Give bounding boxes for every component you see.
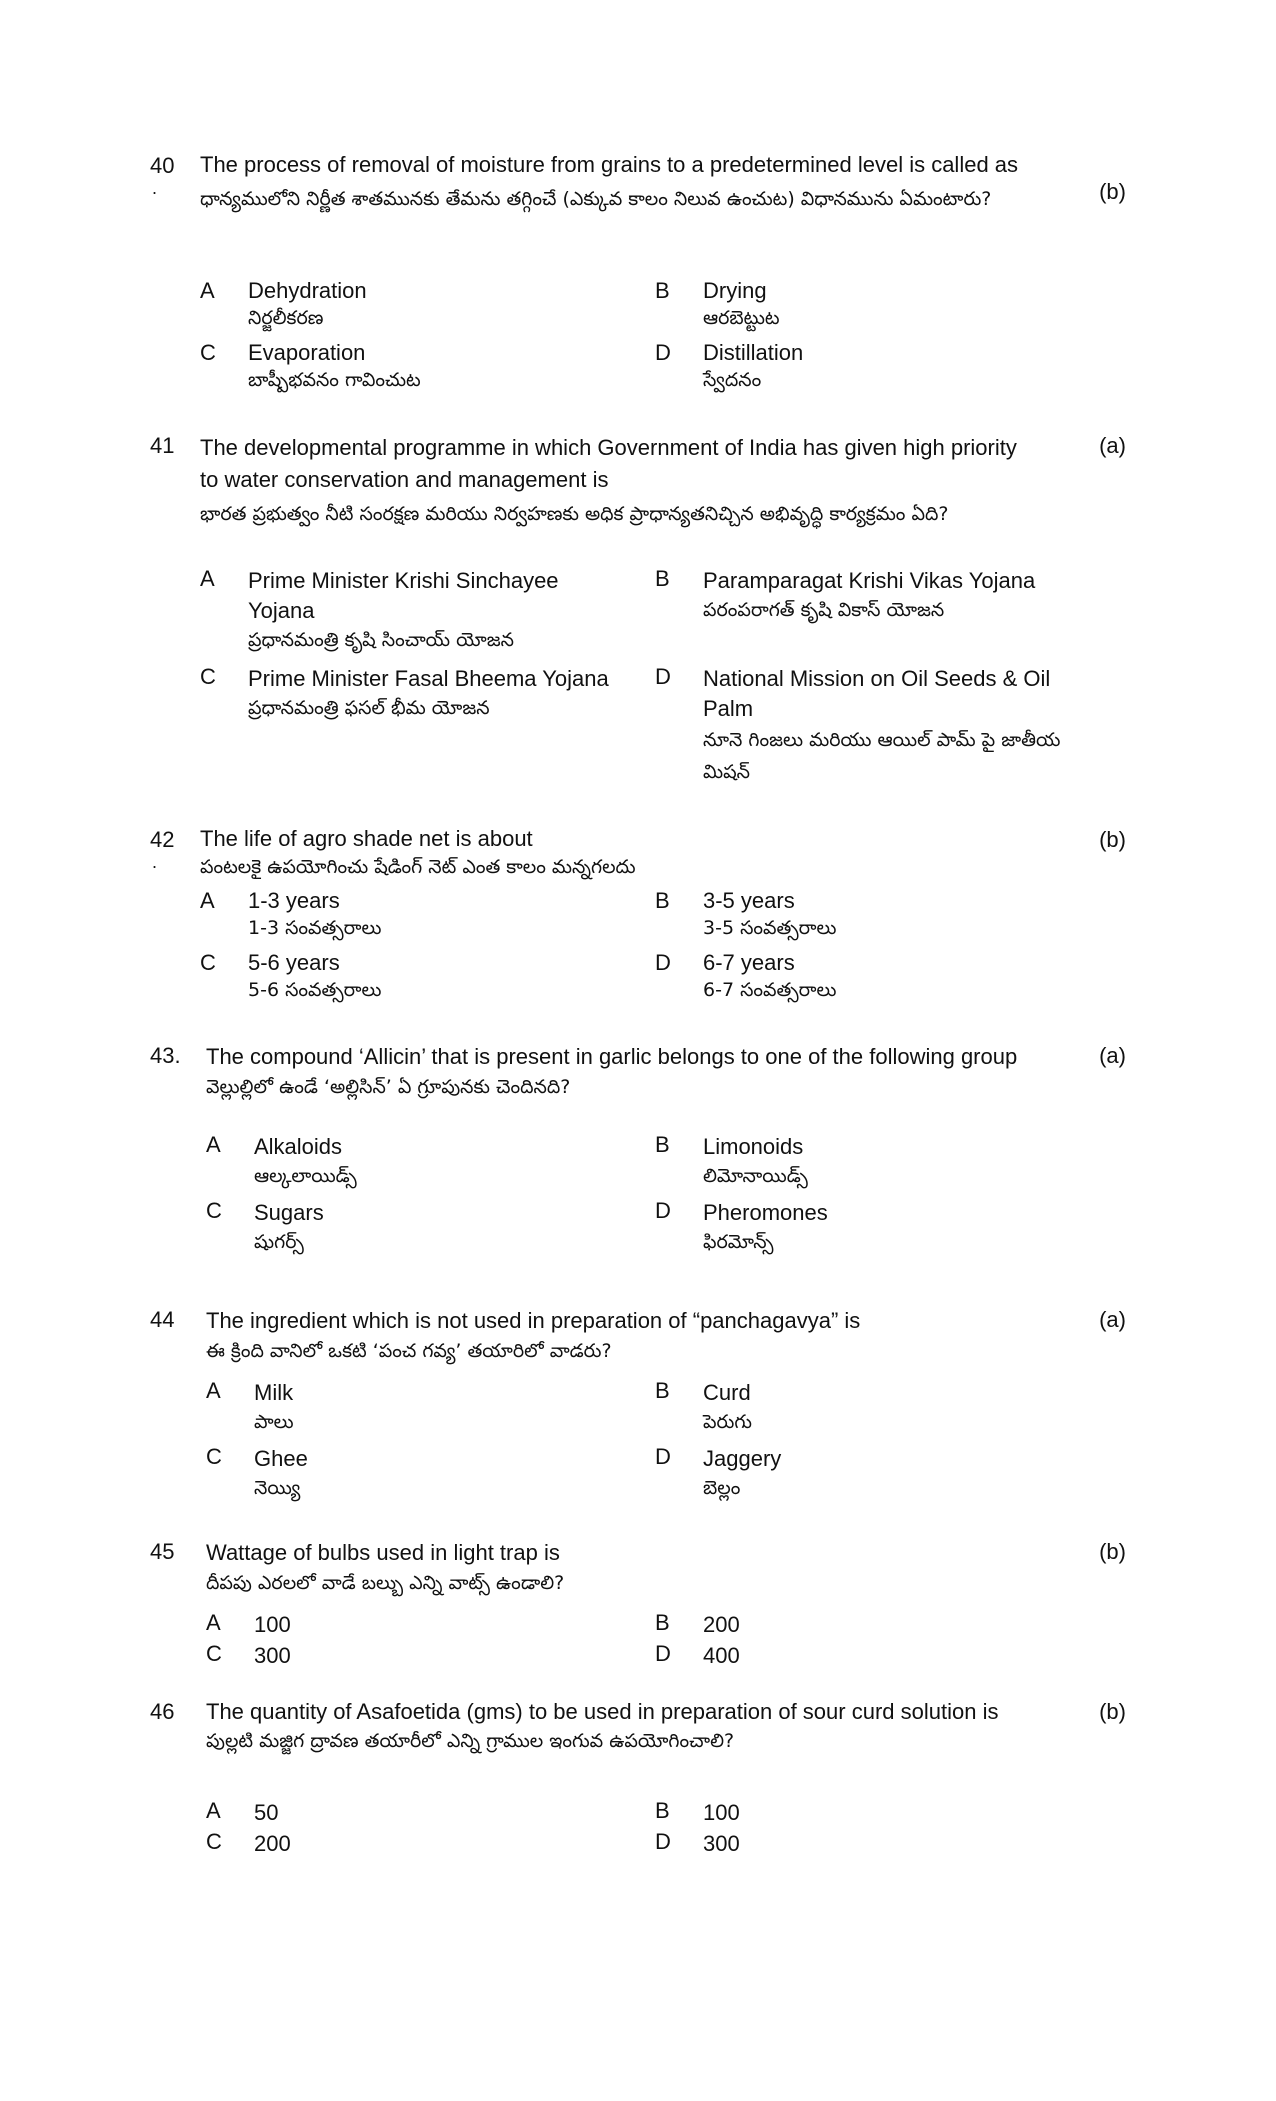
option-text-english: 6-7 years — [703, 950, 795, 975]
option-text-english: Limonoids — [703, 1134, 804, 1159]
answer-key: (a) — [1099, 1307, 1126, 1332]
question-text-english: The developmental programme in which Government of India has given high priority to water conservation and management is — [200, 435, 1017, 492]
option-text — [703, 1610, 1083, 1640]
option-letter: A — [206, 1378, 221, 1403]
option-text-telugu: బెల్లం — [703, 1477, 741, 1499]
option-letter: B — [655, 1132, 670, 1157]
option-letter: A — [200, 888, 215, 913]
option-text-english: Dehydration — [248, 278, 367, 303]
option-text — [254, 1132, 634, 1190]
option-text-english: 300 — [703, 1831, 740, 1856]
option-text — [254, 1641, 634, 1671]
option-text-english: 5-6 years — [248, 950, 340, 975]
answer-key: (b) — [1099, 1699, 1126, 1724]
option-text — [254, 1198, 634, 1256]
option-text-telugu: నిర్జలీకరణ — [248, 307, 324, 329]
option-text — [703, 1198, 1083, 1256]
option-letter: A — [200, 566, 215, 591]
option-text — [703, 1829, 1083, 1859]
question-stem — [206, 1538, 1026, 1598]
option-text — [254, 1798, 634, 1828]
option-letter: D — [655, 1641, 671, 1666]
option-letter: D — [655, 664, 671, 689]
option-text-telugu: ప్రధానమంత్రి కృషి సించాయ్ యోజన — [248, 629, 514, 651]
option-letter: D — [655, 1829, 671, 1854]
option-text — [703, 278, 1083, 332]
option-text-telugu: ఫిరమోన్స్ — [703, 1231, 774, 1253]
option-letter: C — [206, 1444, 222, 1469]
question-text-english: The quantity of Asafoetida (gms) to be used in preparation of sour curd solution is — [206, 1699, 999, 1724]
question-stem — [200, 432, 1020, 530]
option-text-english: Alkaloids — [254, 1134, 343, 1159]
option-letter: B — [655, 888, 670, 913]
option-text-telugu: నెయ్యి — [254, 1477, 301, 1499]
option-text-english: Pheromones — [703, 1200, 828, 1225]
question-number: 40 — [150, 153, 175, 178]
question-text-telugu: ఈ క్రింది వానిలో ఒకటి ‘పంచ గవ్య’ తయారిలో వాడరు? — [206, 1340, 612, 1362]
option-text-english: 100 — [703, 1800, 740, 1825]
option-text — [703, 1444, 1083, 1502]
question-stem — [200, 152, 1020, 214]
option-text-telugu: పెరుగు — [703, 1411, 753, 1433]
answer-key: (a) — [1099, 433, 1126, 458]
option-text — [254, 1829, 634, 1859]
question-text-telugu: పంటలకై ఉపయోగించు షేడింగ్ నెట్ ఎంత కాలం మన్నగలదు — [200, 856, 636, 878]
question-number: 44 — [150, 1307, 175, 1332]
option-text-english: Jaggery — [703, 1446, 782, 1471]
option-text — [703, 950, 1083, 1004]
option-text-telugu: ఆల్కలాయిడ్స్ — [254, 1165, 357, 1187]
option-text-telugu: పరంపరాగత్ కృషి వికాస్ యోజన — [703, 599, 945, 621]
option-letter: C — [206, 1829, 222, 1854]
question-stem — [206, 1306, 1026, 1366]
option-text — [254, 1444, 634, 1502]
option-text — [254, 1378, 634, 1436]
question-number-dot: . — [152, 852, 158, 872]
answer-key: (b) — [1099, 1539, 1126, 1564]
option-letter: A — [206, 1798, 221, 1823]
option-text — [248, 664, 668, 722]
option-text-telugu: నూనె గింజలు మరియు ఆయిల్ పామ్ పై జాతీయ మిషన్ — [703, 729, 1061, 783]
option-text-telugu: బాష్పీభవనం గావించుట — [248, 369, 421, 391]
option-letter: C — [206, 1641, 222, 1666]
option-text — [248, 278, 628, 332]
option-letter: C — [200, 950, 216, 975]
option-text-telugu: 5-6 సంవత్సరాలు — [248, 979, 382, 1001]
answer-key: (b) — [1099, 179, 1126, 204]
option-text — [703, 566, 1103, 624]
option-text-english: Sugars — [254, 1200, 324, 1225]
question-number: 46 — [150, 1699, 175, 1724]
option-text — [248, 888, 628, 942]
option-text — [254, 1610, 634, 1640]
question-number: 43. — [150, 1043, 181, 1068]
option-letter: C — [206, 1198, 222, 1223]
option-text-english: Prime Minister Fasal Bheema Yojana — [248, 666, 609, 691]
option-letter: B — [655, 1610, 670, 1635]
option-text — [703, 664, 1083, 788]
option-text — [248, 566, 608, 654]
option-text — [703, 340, 1083, 394]
question-stem — [206, 1698, 1026, 1756]
answer-key: (a) — [1099, 1043, 1126, 1068]
option-text-english: Evaporation — [248, 340, 366, 365]
option-letter: B — [655, 1378, 670, 1403]
answer-key: (b) — [1099, 827, 1126, 852]
option-text-english: 300 — [254, 1643, 291, 1668]
question-text-english: The process of removal of moisture from grains to a predetermined level is called as — [200, 152, 1019, 177]
option-text — [248, 950, 628, 1004]
question-text-english: The compound ‘Allicin’ that is present in garlic belongs to one of the following group — [206, 1044, 1018, 1069]
question-stem — [200, 826, 1020, 882]
option-letter: C — [200, 664, 216, 689]
option-text-telugu: 3-5 సంవత్సరాలు — [703, 917, 837, 939]
option-text-telugu: 1-3 సంవత్సరాలు — [248, 917, 382, 939]
option-text-english: 200 — [703, 1612, 740, 1637]
question-text-telugu: ధాన్యములోని నిర్ణీత శాతమునకు తేమను తగ్గించే (ఎక్కువ కాలం నిలువ ఉంచుట) విధానమును ఏమంటారు? — [200, 188, 992, 210]
option-text-english: Milk — [254, 1380, 294, 1405]
option-text-telugu: ఆరబెట్టుట — [703, 307, 780, 329]
question-text-telugu: భారత ప్రభుత్వం నీటి సంరక్షణ మరియు నిర్వహణకు అధిక ప్రాధాన్యతనిచ్చిన అభివృద్ధి కార్యక్రమం ఏది? — [200, 503, 949, 525]
option-text-english: Drying — [703, 278, 767, 303]
option-text — [703, 1132, 1083, 1190]
option-text-telugu: 6-7 సంవత్సరాలు — [703, 979, 837, 1001]
option-text-english: Distillation — [703, 340, 804, 365]
question-number: 42 — [150, 827, 175, 852]
option-text-english: 3-5 years — [703, 888, 795, 913]
question-text-telugu: వెల్లుల్లిలో ఉండే ‘అల్లిసిన్’ ఏ గ్రూపునకు చెందినది? — [206, 1076, 571, 1098]
option-text — [703, 888, 1083, 942]
option-text-english: Ghee — [254, 1446, 308, 1471]
option-text-english: 400 — [703, 1643, 740, 1668]
option-text — [248, 340, 628, 394]
option-text-english: 1-3 years — [248, 888, 340, 913]
option-text-telugu: షుగర్స్ — [254, 1231, 304, 1253]
question-number: 41 — [150, 433, 175, 458]
option-text — [703, 1798, 1083, 1828]
option-text-english: 200 — [254, 1831, 291, 1856]
option-letter: C — [200, 340, 216, 365]
question-text-telugu: పుల్లటి మజ్జిగ ద్రావణ తయారీలో ఎన్ని గ్రాముల ఇంగువ ఉపయోగించాలి? — [206, 1730, 735, 1752]
question-number-dot: . — [152, 178, 158, 198]
question-stem — [206, 1042, 1026, 1102]
option-text-telugu: ప్రధానమంత్రి ఫసల్ భీమ యోజన — [248, 697, 490, 719]
question-number: 45 — [150, 1539, 175, 1564]
option-letter: D — [655, 1444, 671, 1469]
option-letter: B — [655, 566, 670, 591]
option-text-english: National Mission on Oil Seeds & Oil Palm — [703, 666, 1051, 721]
option-letter: B — [655, 278, 670, 303]
option-text-english: 100 — [254, 1612, 291, 1637]
option-letter: A — [206, 1610, 221, 1635]
option-letter: A — [206, 1132, 221, 1157]
option-letter: D — [655, 1198, 671, 1223]
option-letter: B — [655, 1798, 670, 1823]
option-text-english: 50 — [254, 1800, 279, 1825]
option-text — [703, 1641, 1083, 1671]
option-text — [703, 1378, 1083, 1436]
option-letter: A — [200, 278, 215, 303]
option-text-english: Paramparagat Krishi Vikas Yojana — [703, 568, 1036, 593]
question-text-english: The life of agro shade net is about — [200, 826, 533, 851]
option-letter: D — [655, 340, 671, 365]
option-text-telugu: స్వేదనం — [703, 369, 762, 391]
option-text-telugu: లిమోనాయిడ్స్ — [703, 1165, 808, 1187]
option-text-english: Curd — [703, 1380, 751, 1405]
option-text-english: Prime Minister Krishi Sinchayee Yojana — [248, 568, 559, 623]
option-text-telugu: పాలు — [254, 1411, 294, 1433]
question-text-english: Wattage of bulbs used in light trap is — [206, 1540, 560, 1565]
option-letter: D — [655, 950, 671, 975]
question-text-telugu: దీపపు ఎరలలో వాడే బల్బు ఎన్ని వాట్స్ ఉండాలి? — [206, 1572, 565, 1594]
question-text-english: The ingredient which is not used in preparation of “panchagavya” is — [206, 1308, 861, 1333]
